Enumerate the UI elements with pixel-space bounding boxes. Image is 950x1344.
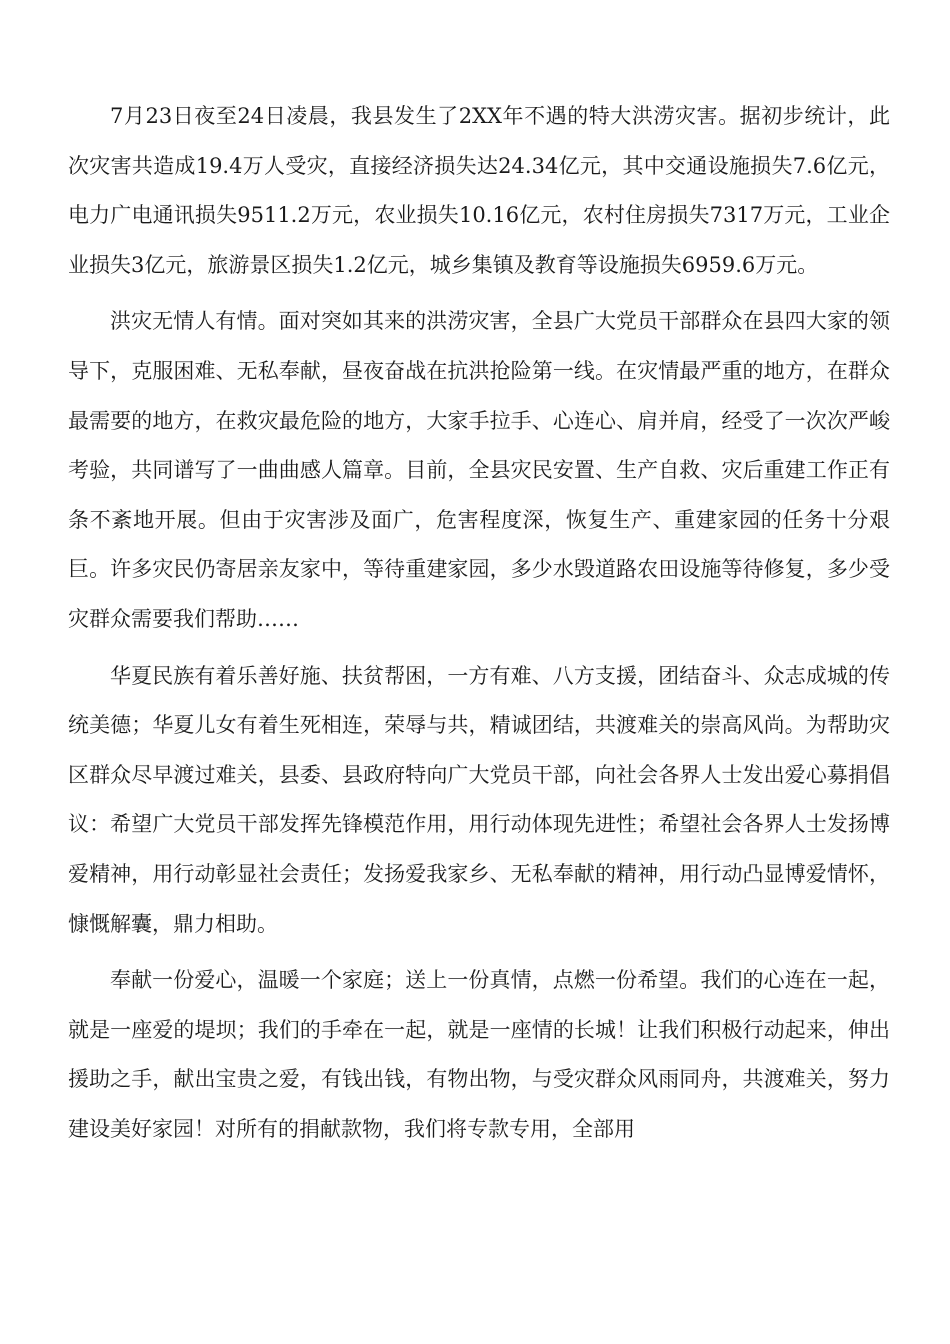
document-body bbox=[68, 92, 890, 1161]
paragraph-donation-appeal: 华夏民族有着乐善好施、扶贫帮困，一方有难、八方支援，团结奋斗、众志成城的传统美德；华夏儿女有着生死相连，荣辱与共，精诚团结，共渡难关的崇高风尚。为帮助灾区群众尽早渡过难关，县委、县政府特向广大党员干部，向社会各界人士发出爱心募捐倡议：希望广大党员干部发挥先锋模范作用，用行动体现先进性；希望社会各界人士发扬博爱精神，用行动彰显社会责任；发扬爱我家乡、无私奉献的精神，用行动凸显博爱情怀，慷慨解囊，鼎力相助。 bbox=[68, 663, 890, 936]
paragraph-call-to-action: 奉献一份爱心，温暖一个家庭；送上一份真情，点燃一份希望。我们的心连在一起，就是一座爱的堤坝；我们的手牵在一起，就是一座情的长城！让我们积极行动起来，伸出援助之手，献出宝贵之爱，有钱出钱，有物出物，与受灾群众风雨同舟，共渡难关，努力建设美好家园！对所有的捐献款物，我们将专款专用，全部用 bbox=[68, 968, 890, 1141]
paragraph-flood-response: 洪灾无情人有情。面对突如其来的洪涝灾害，全县广大党员干部群众在县四大家的领导下，克服困难、无私奉献，昼夜奋战在抗洪抢险第一线。在灾情最严重的地方，在群众最需要的地方，在救灾最危险的地方，大家手拉手、心连心、肩并肩，经受了一次次严峻考验，共同谱写了一曲曲感人篇章。目前，全县灾民安置、生产自救、灾后重建工作正有条不紊地开展。但由于灾害涉及面广，危害程度深，恢复生产、重建家园的任务十分艰巨。许多灾民仍寄居亲友家中，等待重建家园，多少水毁道路农田设施等待修复，多少受灾群众需要我们帮助…… bbox=[68, 309, 890, 631]
paragraph-disaster-statistics: 7月23日夜至24日凌晨，我县发生了2XX年不遇的特大洪涝灾害。据初步统计，此次灾害共造成19.4万人受灾，直接经济损失达24.34亿元，其中交通设施损失7.6亿元，电力广电通讯损失9511.2万元，农业损失10.16亿元，农村住房损失7317万元，工业企业损失3亿元，旅游景区损失1.2亿元，城乡集镇及教育等设施损失6959.6万元。 bbox=[68, 104, 890, 277]
